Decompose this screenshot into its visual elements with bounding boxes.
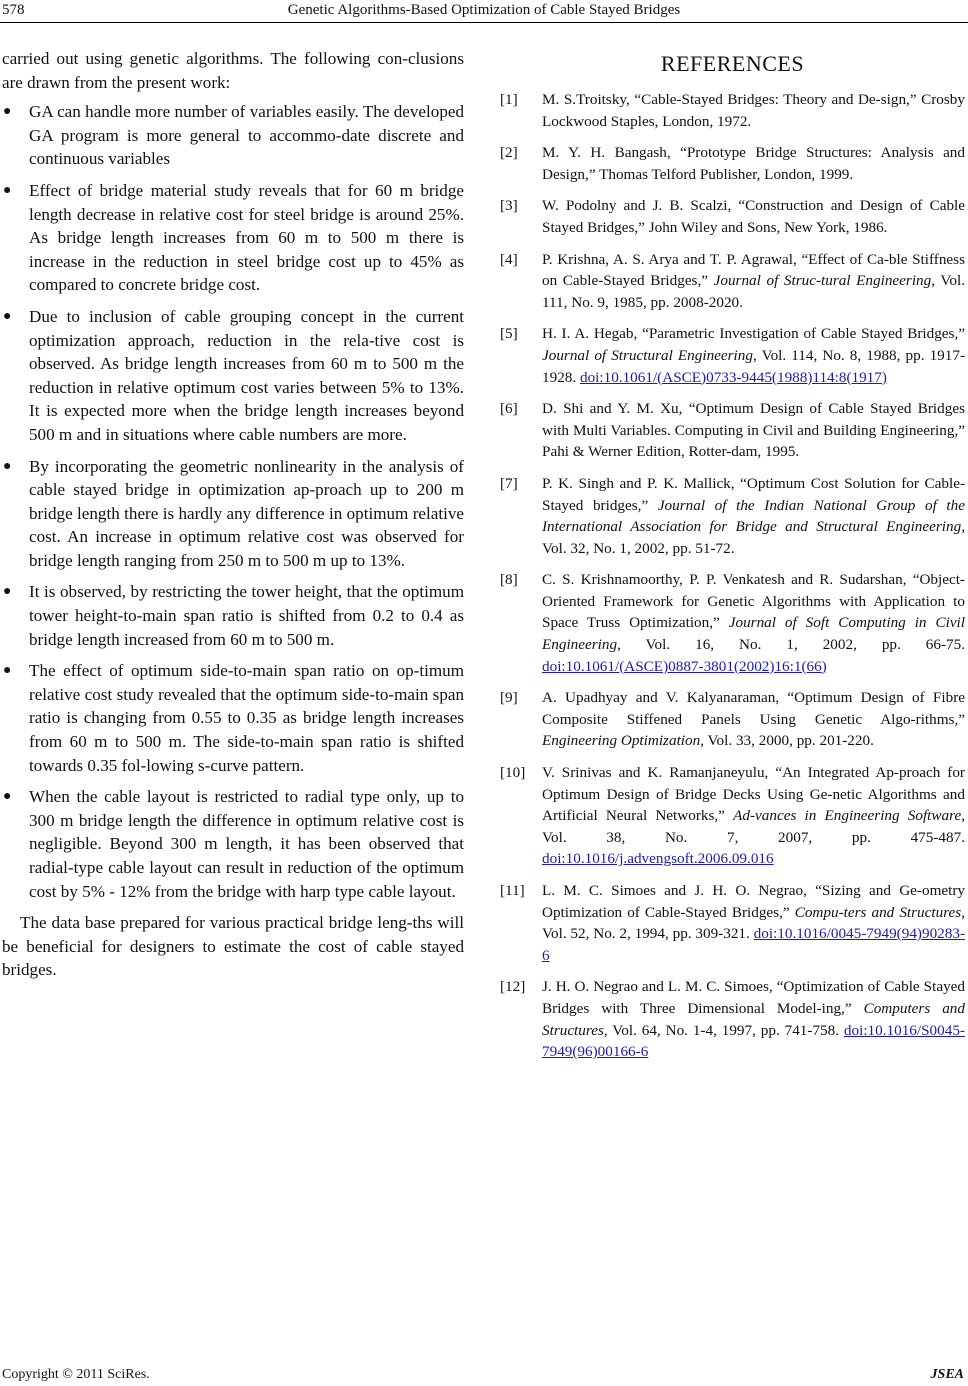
reference-number: [11] xyxy=(500,882,525,899)
reference-text: M. Y. H. Bangash, “Prototype Bridge Structures: Analysis and Design,” Thomas Telford Publisher, London, 1999. xyxy=(542,144,965,183)
conclusion-text: Effect of bridge material study reveals that for 60 m bridge length decrease in relative cost for steel bridge is around 25%. As bridge length increases from 60 m to 500 m there is increase in the reduction in steel bridge cost up to 45% as compared to concrete bridge cost. xyxy=(29,180,464,295)
doi-link[interactable]: doi:10.1061/(ASCE)0733-9445(1988)114:8(1917) xyxy=(579,368,887,386)
bullet-icon: ● xyxy=(3,182,12,198)
doi-link[interactable]: doi:10.1016/S0045-7949(96)00166-6 xyxy=(542,1021,965,1061)
reference-number: [1] xyxy=(500,91,518,108)
reference-number: [7] xyxy=(500,474,518,492)
bullet-icon: ● xyxy=(3,308,12,324)
reference-details: , Vol. 16, No. 1, 2002, pp. 66-75. xyxy=(617,636,965,654)
conclusion-item xyxy=(2,785,464,903)
doi-link[interactable]: doi:10.1016/0045-7949(94)90283-6 xyxy=(542,925,965,964)
conclusion-text: GA can handle more number of variables easily. The developed GA program is more general to accommo-date discrete and continuous variables xyxy=(29,102,464,169)
bullet-icon: ● xyxy=(3,458,12,474)
reference-number: [10] xyxy=(500,764,526,782)
journal-abbreviation: JSEA xyxy=(930,1367,964,1382)
reference-text: J. H. O. Negrao and L. M. C. Simoes, “Optimization of Cable Stayed Bridges with Three Dimensional Model-ing,” xyxy=(542,978,965,1017)
reference-details: , Vol. 38, No. 7, 2007, pp. 475-487. xyxy=(542,807,966,846)
reference-item xyxy=(500,473,965,559)
conclusion-item xyxy=(2,580,464,651)
reference-number: [6] xyxy=(500,400,518,418)
conclusion-item xyxy=(2,179,464,297)
page-number: 578 xyxy=(2,2,25,18)
reference-text: H. I. A. Hegab, “Parametric Investigation of Cable Stayed Bridges,” xyxy=(542,325,965,343)
conclusions-intro: carried out using genetic algorithms. The following con-clusions are drawn from the present work: xyxy=(2,49,464,92)
reference-journal: Computers and Structures xyxy=(542,999,965,1039)
reference-text: D. Shi and Y. M. Xu, “Optimum Design of Cable Stayed Bridges with Multi Variables. Computing in Civil and Building Engineering,” Pahi & Werner Edition, Rotter-dam, 1995. xyxy=(542,400,965,461)
conclusion-item xyxy=(2,100,464,171)
page-header xyxy=(0,0,968,22)
reference-journal: Ad-vances in Engineering Software xyxy=(733,807,962,825)
reference-journal: Journal of Soft Computing in Civil Engineering xyxy=(542,614,965,654)
reference-text: C. S. Krishnamoorthy, P. P. Venkatesh and R. Sudarshan, “Object-Oriented Framework for Genetic Algorithms with Application to Space Truss Optimization,” xyxy=(542,571,965,632)
references-section xyxy=(500,47,965,1073)
reference-journal: Journal of the Indian National Group of the International Association for Bridge and Structural Engineering xyxy=(542,496,965,536)
header-rule xyxy=(0,22,968,23)
reference-text: P. Krishna, A. S. Arya and T. P. Agrawal, “Effect of Ca-ble Stiffness on Cable-Stayed Bridges,” xyxy=(542,250,965,290)
conclusion-text: Due to inclusion of cable grouping concept in the current optimization approach, reduction in the rela-tive cost is observed. As bridge length increases from 60 m to 500 m the reduction in relative optimum cost varies between 5% to 13%. It is expected more when the bridge length increases beyond 500 m and in situations where cable numbers are more. xyxy=(29,306,464,444)
bullet-icon: ● xyxy=(3,104,12,120)
reference-text: L. M. C. Simoes and J. H. O. Negrao, “Sizing and Ge-ometry Optimization of Cable-Stayed Bridges,” xyxy=(542,882,965,921)
reference-details: , Vol. 33, 2000, pp. 201-220. xyxy=(700,732,874,750)
reference-journal: Journal of Struc-tural Engineering xyxy=(713,272,932,290)
reference-text: P. K. Singh and P. K. Mallick, “Optimum Cost Solution for Cable-Stayed bridges,” xyxy=(542,474,965,514)
reference-item xyxy=(500,249,965,314)
bullet-icon: ● xyxy=(3,584,12,600)
reference-number: [5] xyxy=(500,325,518,343)
reference-text: W. Podolny and J. B. Scalzi, “Construction and Design of Cable Stayed Bridges,” John Wiley and Sons, New York, 1986. xyxy=(542,197,965,236)
reference-item xyxy=(500,880,965,966)
running-title: Genetic Algorithms-Based Optimization of Cable Stayed Bridges xyxy=(287,2,681,18)
reference-number: [4] xyxy=(500,250,518,268)
reference-details: , Vol. 114, No. 8, 1988, pp. 1917-1928. xyxy=(542,346,965,386)
reference-number: [9] xyxy=(500,689,518,707)
reference-item xyxy=(500,976,965,1062)
reference-details: , Vol. 111, No. 9, 1985, pp. 2008-2020. xyxy=(542,272,965,311)
bullet-icon: ● xyxy=(3,663,12,679)
conclusion-item xyxy=(2,455,464,573)
reference-details: , Vol. 64, No. 1-4, 1997, pp. 741-758. xyxy=(603,1021,844,1039)
reference-details: , Vol. 32, No. 1, 2002, pp. 51-72. xyxy=(542,518,965,557)
reference-item xyxy=(500,398,965,463)
reference-number: [8] xyxy=(500,571,518,589)
reference-text: M. S.Troitsky, “Cable-Stayed Bridges: Theory and De-sign,” Crosby Lockwood Staples, London, 1972. xyxy=(542,91,965,130)
doi-link[interactable]: doi:10.1061/(ASCE)0887-3801(2002)16:1(66) xyxy=(542,657,827,675)
copyright-notice: Copyright © 2011 SciRes. xyxy=(2,1367,150,1382)
reference-item xyxy=(500,687,965,752)
reference-number: [12] xyxy=(500,978,526,996)
conclusion-text: It is observed, by restricting the tower height, that the optimum tower height-to-main span ratio is shifted from 0.2 to 0.4 as bridge length increased from 60 m to 500 m. xyxy=(29,582,464,649)
reference-item xyxy=(500,142,965,185)
reference-item xyxy=(500,569,965,677)
reference-journal: Journal of Structural Engineering xyxy=(542,346,753,364)
reference-text: V. Srinivas and K. Ramanjaneyulu, “An Integrated Ap-proach for Optimum Design of Bridge Decks Using Ge-netic Algorithms and Artificial Neural Networks,” xyxy=(542,764,965,825)
reference-item xyxy=(500,89,965,132)
reference-details: , Vol. 52, No. 2, 1994, pp. 309-321. xyxy=(542,903,965,943)
references-list xyxy=(500,89,965,1063)
conclusion-item xyxy=(2,305,464,447)
reference-journal: Engineering Optimization xyxy=(542,732,701,750)
reference-item xyxy=(500,762,965,870)
conclusion-item xyxy=(2,659,464,777)
reference-item xyxy=(500,323,965,388)
conclusion-text: The effect of optimum side-to-main span ratio on op-timum relative cost study revealed that the optimum side-to-main span ratio is changing from 0.55 to 0.35 as bridge length increases from 60 m to 500 m. The side-to-main span ratio is shifted towards 0.35 fol-lowing s-curve pattern. xyxy=(29,661,464,775)
conclusions-list xyxy=(2,100,464,903)
reference-number: [2] xyxy=(500,144,518,162)
bullet-icon: ● xyxy=(3,789,12,805)
left-column xyxy=(2,47,464,982)
conclusion-text: By incorporating the geometric nonlinearity in the analysis of cable stayed bridge in optimization ap-proach up to 200 m bridge length there is hardly any difference in optimum relative cost. An increase in optimum relative cost was observed for bridge length ranging from 250 m to 500 m up to 13%. xyxy=(29,456,464,570)
reference-text: A. Upadhyay and V. Kalyanaraman, “Optimum Design of Fibre Composite Stiffened Panels Using Genetic Algo-rithms,” xyxy=(542,689,965,728)
references-title: REFERENCES xyxy=(660,51,805,76)
reference-number: [3] xyxy=(500,197,518,215)
reference-journal: Compu-ters and Structures xyxy=(794,903,962,921)
reference-item xyxy=(500,195,965,238)
conclusion-text: When the cable layout is restricted to radial type only, up to 300 m bridge length the difference in optimum relative cost is negligible. Beyond 300 m length, it has been observed that radial-type cable layout can result in reduction of the optimum cost by 5% - 12% from the bridge with harp type cable layout. xyxy=(29,787,464,901)
doi-link[interactable]: doi:10.1016/j.advengsoft.2006.09.016 xyxy=(542,850,774,868)
closing-paragraph: The data base prepared for various practical bridge leng-ths will be beneficial for designers to estimate the cost of cable stayed bridges. xyxy=(2,913,464,980)
